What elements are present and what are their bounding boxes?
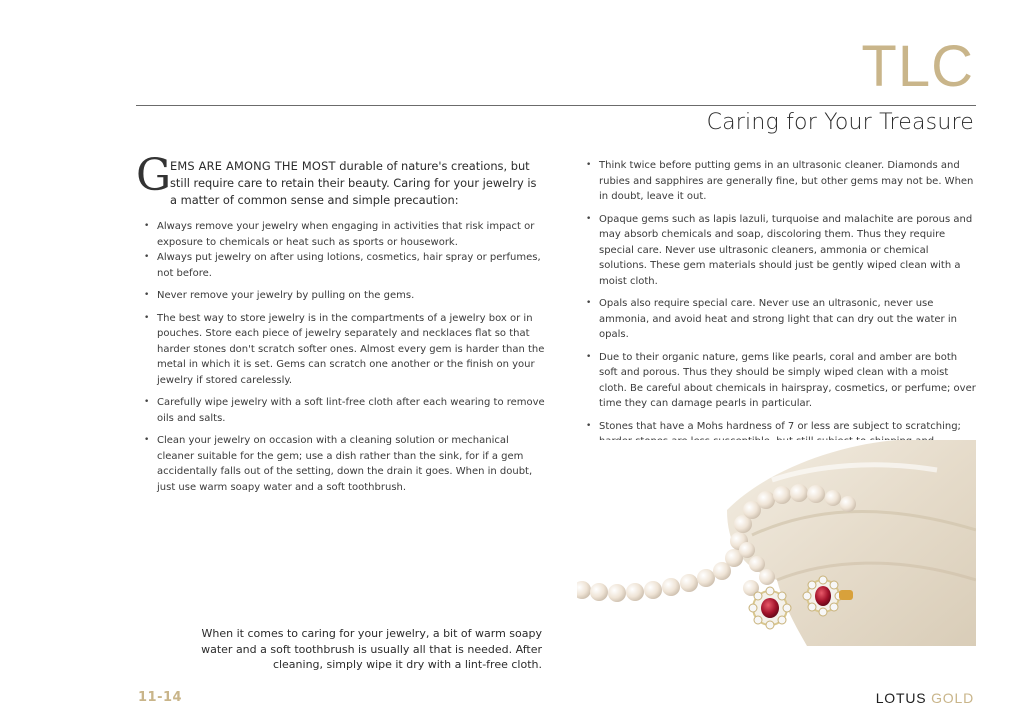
jewelry-photo	[577, 440, 976, 646]
photo-caption: When it comes to caring for your jewelry, a bit of warm soapy water and a soft toothbrush is usually all that is needed. After cleaning, simply wipe it dry with a lint-free cloth.	[201, 627, 542, 671]
list-item: • Always remove your jewelry when engaging in activities that risk impact or exposure to chemicals or heat such as sports or housework.	[136, 219, 546, 250]
header-divider	[136, 105, 976, 106]
list-item: • Never remove your jewelry by pulling on the gems.	[136, 288, 546, 304]
list-item: • Opaque gems such as lapis lazuli, turquoise and malachite are porous and may absorb chemicals and soap, discoloring them. Thus they require special care. Never use ultrasonic cleaners, ammonia or chemical solutions. These gem materials should just be gently wiped clean with a moist cloth.	[583, 212, 977, 290]
right-column	[583, 158, 977, 472]
list-item: • Always put jewelry on after using lotions, cosmetics, hair spray or perfumes, not before.	[136, 250, 546, 281]
brand-name-first: LOTUS	[875, 690, 927, 706]
list-item: • Due to their organic nature, gems like pearls, coral and amber are both soft and porous. Thus they should be simply wiped clean with a moist cloth. Be careful about chemicals in hairspray, cosmetics, or perfume; over time they can damage pearls in particular.	[583, 350, 977, 412]
right-bullet-list	[583, 158, 977, 465]
intro-text: durable of nature's creations, but still require care to retain their beauty. Caring for your jewelry is a matter of common sense and simple precaution:	[170, 159, 537, 207]
intro-paragraph	[136, 150, 546, 209]
list-item: • Carefully wipe jewelry with a soft lint-free cloth after each wearing to remove oils and salts.	[136, 395, 546, 426]
list-item: • Clean your jewelry on occasion with a cleaning solution or mechanical cleaner suitable for the gem; use a dish rather than the sink, for if a gem accidentally falls out of the setting, down the drain it goes. When in doubt, just use warm soapy water and a soft toothbrush.	[136, 433, 546, 495]
page-subtitle: Caring for Your Treasure	[706, 110, 974, 135]
section-title: TLC	[861, 34, 974, 99]
left-bullet-list	[136, 219, 546, 495]
list-item: • The best way to store jewelry is in the compartments of a jewelry box or in pouches. Store each piece of jewelry separately and necklaces flat so that harder stones don't scratch softer ones. Almost every gem is harder than the metal in which it is set. Gems can scratch one another or the finish on your jewelry if stored carelessly.	[136, 311, 546, 389]
list-item: • Stones that have a Mohs hardness of 7 or less are subject to scratching;	[583, 419, 977, 466]
ruby-earring-left	[749, 587, 791, 629]
list-item: • Opals also require special care. Never use an ultrasonic, never use ammonia, and avoid heat and strong light that can dry out the water in opals.	[583, 296, 977, 343]
pearls-and-earrings-illustration	[577, 440, 976, 646]
brand-logo	[876, 690, 974, 706]
drop-cap: G	[136, 150, 172, 201]
brand-name-second: GOLD	[931, 690, 974, 706]
list-item: • Think twice before putting gems in an ultrasonic cleaner. Diamonds and rubies and sapphires are generally fine, but other gems may not be. When in doubt, leave it out.	[583, 158, 977, 205]
left-column	[136, 150, 546, 502]
page-number: 11-14	[138, 690, 183, 705]
intro-lead-caps: EMS ARE AMONG THE MOST	[170, 159, 336, 173]
